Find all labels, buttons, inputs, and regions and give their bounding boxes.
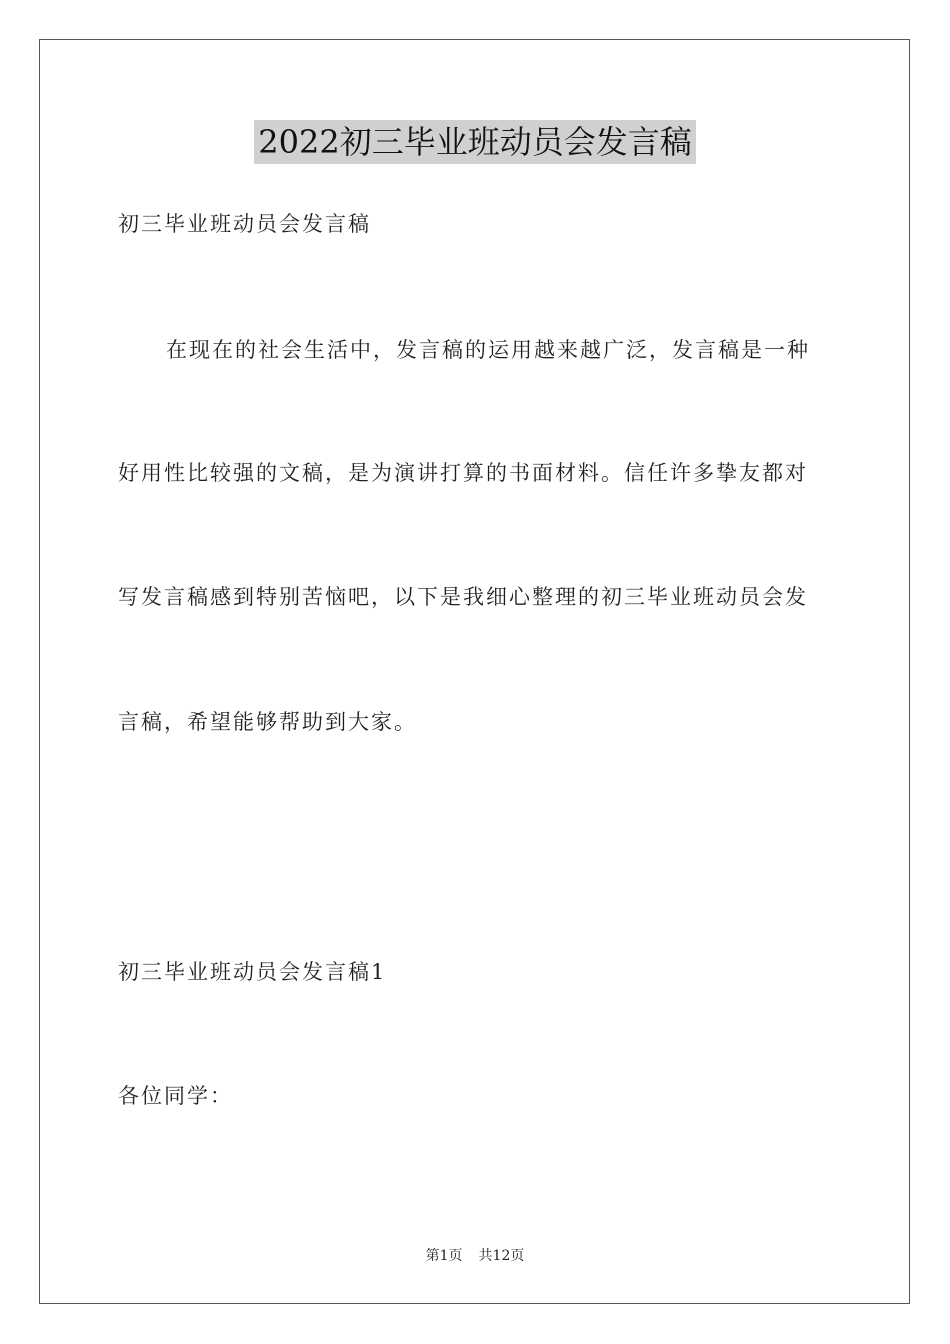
intro-line-2: 好用性比较强的文稿，是为演讲打算的书面材料。信任许多挚友都对 — [118, 461, 808, 485]
page-footer — [0, 1246, 950, 1266]
salutation: 各位同学： — [118, 1084, 233, 1108]
section-heading: 初三毕业班动员会发言稿1 — [118, 960, 387, 984]
document-title: 2022初三毕业班动员会发言稿 — [254, 120, 695, 164]
page-number-total: 共12页 — [478, 1248, 525, 1264]
intro-line-4: 言稿，希望能够帮助到大家。 — [118, 710, 417, 734]
page-number-current: 第1页 — [425, 1248, 463, 1264]
title-container — [0, 120, 950, 164]
intro-line-1: 在现在的社会生活中，发言稿的运用越来越广泛，发言稿是一种 — [166, 338, 810, 362]
document-subtitle: 初三毕业班动员会发言稿 — [118, 212, 371, 236]
intro-line-3: 写发言稿感到特别苦恼吧，以下是我细心整理的初三毕业班动员会发 — [118, 585, 808, 609]
